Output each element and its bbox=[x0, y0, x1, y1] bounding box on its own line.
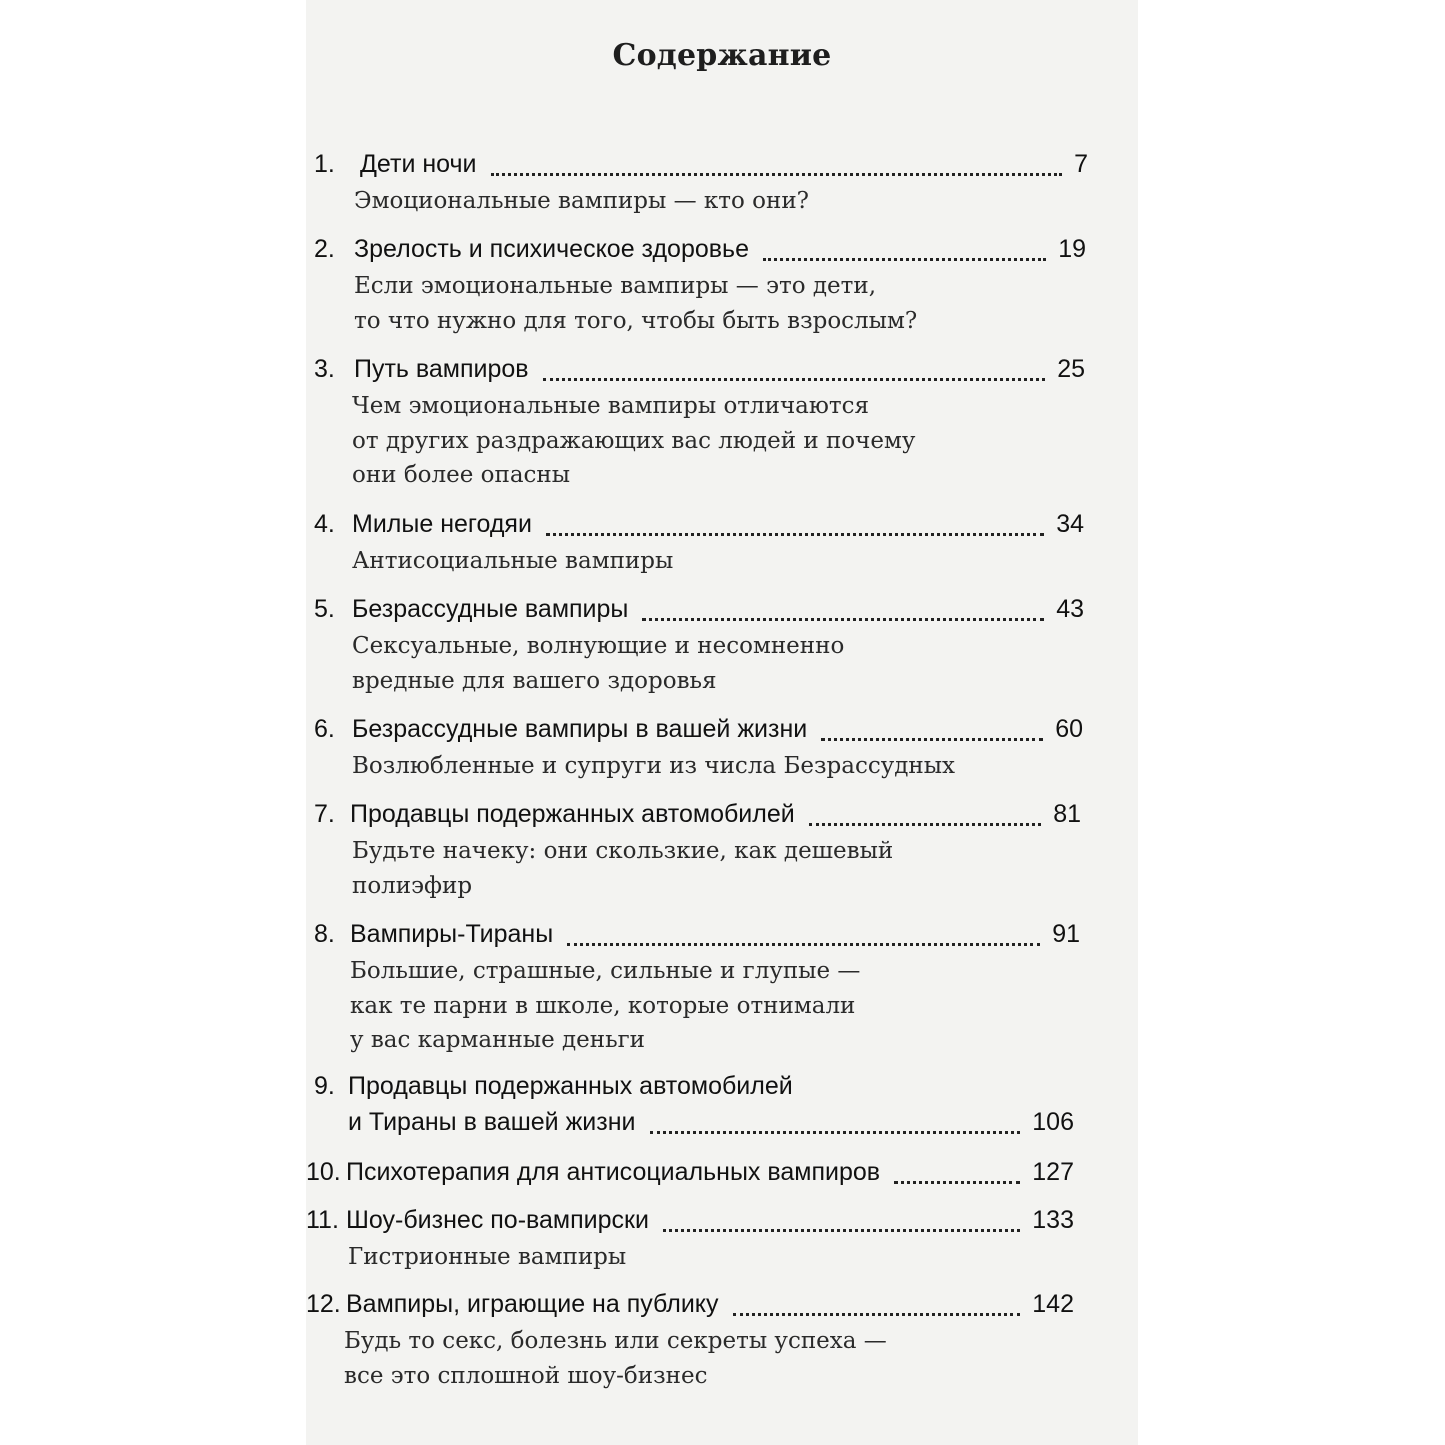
entry-subtitle: Чем эмоциональные вампиры отличаются от других раздражающих вас людей и почему они более опасны bbox=[352, 393, 916, 488]
toc-entry bbox=[306, 1290, 1138, 1393]
toc-entry-heading bbox=[306, 1158, 1138, 1192]
entry-page-number: 34 bbox=[1056, 510, 1084, 538]
entry-page-number: 91 bbox=[1052, 920, 1080, 948]
entry-number: 11. bbox=[306, 1206, 339, 1234]
entry-subtitle: Гистрионные вампиры bbox=[348, 1244, 627, 1270]
book-page bbox=[306, 0, 1138, 1445]
dot-leader bbox=[763, 240, 1046, 261]
entry-page-number: 106 bbox=[1032, 1108, 1074, 1136]
entry-title: Вампиры, играющие на публику bbox=[346, 1290, 719, 1318]
entry-number: 10. bbox=[306, 1158, 341, 1186]
entry-number: 1. bbox=[314, 150, 335, 178]
entry-title: Безрассудные вампиры в вашей жизни bbox=[352, 715, 808, 743]
entry-number: 2. bbox=[314, 235, 335, 263]
toc-entry-heading bbox=[306, 150, 1138, 184]
toc-entry bbox=[306, 355, 1138, 493]
dot-leader bbox=[650, 1113, 1021, 1134]
toc-entry-heading bbox=[306, 715, 1138, 749]
toc-entry-heading bbox=[306, 355, 1138, 389]
toc-entry-heading bbox=[306, 595, 1138, 629]
dot-leader bbox=[543, 360, 1046, 381]
entry-page-number: 133 bbox=[1032, 1206, 1074, 1234]
dot-leader bbox=[733, 1295, 1021, 1316]
entry-title-continued: и Тираны в вашей жизни bbox=[348, 1108, 636, 1136]
entry-number: 8. bbox=[314, 920, 335, 948]
toc-entry bbox=[306, 1158, 1138, 1192]
entry-number: 5. bbox=[314, 595, 335, 623]
entry-number: 4. bbox=[314, 510, 335, 538]
entry-subtitle: Сексуальные, волнующие и несомненно вредные для вашего здоровья bbox=[352, 633, 845, 694]
entry-title: Дети ночи bbox=[360, 150, 477, 178]
entry-page-number: 7 bbox=[1074, 150, 1088, 178]
entry-page-number: 43 bbox=[1056, 595, 1084, 623]
toc-entry bbox=[306, 715, 1138, 784]
entry-subtitle: Возлюбленные и супруги из числа Безрассудных bbox=[352, 753, 956, 779]
toc-entry-heading bbox=[306, 235, 1138, 269]
dot-leader bbox=[642, 600, 1044, 621]
toc-entry-heading bbox=[306, 800, 1138, 834]
entry-number: 12. bbox=[306, 1290, 341, 1318]
toc-entry-heading bbox=[306, 1206, 1138, 1240]
entry-subtitle: Большие, страшные, сильные и глупые — как те парни в школе, которые отнимали у вас карманные деньги bbox=[350, 958, 861, 1053]
toc-entry bbox=[306, 150, 1138, 219]
entry-page-number: 127 bbox=[1032, 1158, 1074, 1186]
toc-entry bbox=[306, 1206, 1138, 1275]
dot-leader bbox=[894, 1163, 1020, 1184]
entry-subtitle: Будь то секс, болезнь или секреты успеха — все это сплошной шоу-бизнес bbox=[344, 1328, 887, 1389]
toc-entry bbox=[306, 235, 1138, 338]
entry-page-number: 60 bbox=[1055, 715, 1083, 743]
entry-subtitle: Будьте начеку: они скользкие, как дешевый полиэфир bbox=[352, 838, 894, 899]
entry-title: Шоу-бизнес по-вампирски bbox=[346, 1206, 649, 1234]
toc-entry bbox=[306, 595, 1138, 698]
page-title: Содержание bbox=[612, 38, 832, 73]
dot-leader bbox=[809, 805, 1041, 826]
dot-leader bbox=[821, 720, 1043, 741]
toc-entry bbox=[306, 800, 1138, 903]
toc-entry bbox=[306, 510, 1138, 579]
entry-title: Безрассудные вампиры bbox=[352, 595, 629, 623]
entry-page-number: 25 bbox=[1057, 355, 1085, 383]
entry-subtitle: Антисоциальные вампиры bbox=[352, 548, 674, 574]
entry-number: 7. bbox=[314, 800, 335, 828]
entry-title: Продавцы подержанных автомобилей bbox=[348, 1072, 793, 1100]
dot-leader bbox=[663, 1211, 1020, 1232]
entry-page-number: 19 bbox=[1058, 235, 1086, 263]
dot-leader bbox=[546, 515, 1044, 536]
toc-entry-heading bbox=[306, 1290, 1138, 1324]
entry-subtitle: Если эмоциональные вампиры — это дети, то что нужно для того, чтобы быть взрослым? bbox=[354, 273, 918, 334]
entry-page-number: 81 bbox=[1053, 800, 1081, 828]
toc-entry-heading-continued bbox=[306, 1108, 1138, 1142]
entry-title: Милые негодяи bbox=[352, 510, 532, 538]
toc-entry-heading bbox=[306, 920, 1138, 954]
entry-page-number: 142 bbox=[1032, 1290, 1074, 1318]
entry-title: Путь вампиров bbox=[354, 355, 529, 383]
entry-title: Психотерапия для антисоциальных вампиров bbox=[346, 1158, 881, 1186]
entry-number: 6. bbox=[314, 715, 335, 743]
toc-entry bbox=[306, 920, 1138, 1058]
toc-entry-heading bbox=[306, 1072, 1138, 1106]
toc-entry-heading bbox=[306, 510, 1138, 544]
dot-leader bbox=[567, 925, 1040, 946]
entry-subtitle: Эмоциональные вампиры — кто они? bbox=[354, 188, 809, 214]
entry-number: 9. bbox=[314, 1072, 335, 1100]
entry-title: Зрелость и психическое здоровье bbox=[354, 235, 749, 263]
entry-title: Вампиры-Тираны bbox=[350, 920, 554, 948]
entry-title: Продавцы подержанных автомобилей bbox=[350, 800, 795, 828]
toc-entry bbox=[306, 1072, 1138, 1142]
entry-number: 3. bbox=[314, 355, 335, 383]
dot-leader bbox=[491, 155, 1063, 176]
